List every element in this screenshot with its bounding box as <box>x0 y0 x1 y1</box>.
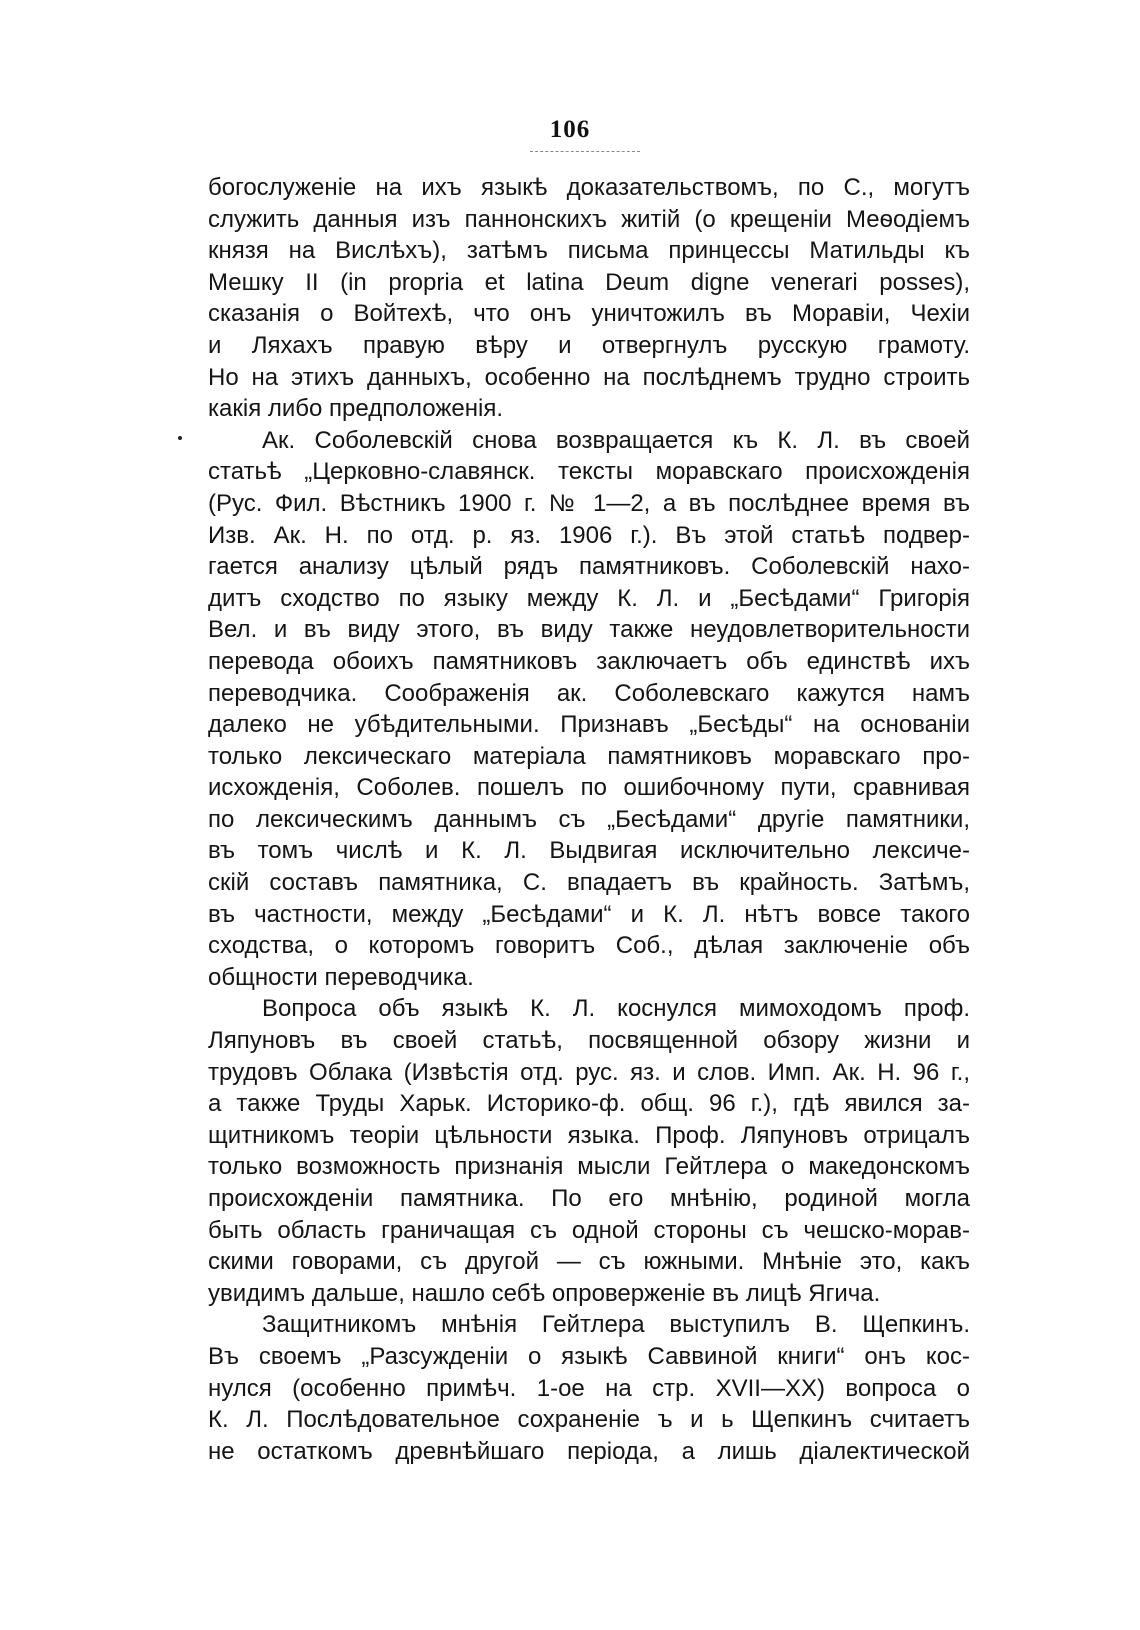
text-line: трудовъ Облака (Извѣстія отд. рус. яз. и слов. Имп. Ак. Н. 96 г., <box>208 1058 970 1086</box>
text-line: не остаткомъ древнѣйшаго періода, а лишь діалектической <box>208 1437 970 1465</box>
text-line: богослуженіе на ихъ языкѣ доказательствомъ, по С., могутъ <box>208 174 970 201</box>
text-line: далеко не убѣдительными. Признавъ „Бесѣды“ на основаніи <box>208 711 970 739</box>
text-line: дитъ сходство по языку между К. Л. и „Бесѣдами“ Григорія <box>208 584 970 612</box>
text-line: (Рус. Фил. Вѣстникъ 1900 г. № 1—2, а въ послѣднее время въ <box>208 489 970 517</box>
text-line: Но на этихъ данныхъ, особенно на послѣднемъ трудно строить <box>208 363 970 391</box>
margin-dot <box>178 436 182 440</box>
text-line: а также Труды Харьк. Историко-ф. общ. 96 г.), гдѣ явился за- <box>208 1090 970 1118</box>
text-line: какія либо предположенія. <box>208 395 504 423</box>
text-line: по лексическимъ даннымъ съ „Бесѣдами“ другіе памятники, <box>208 805 970 833</box>
text-line: и Ляхахъ правую вѣру и отвергнулъ русскую грамоту. <box>208 331 970 359</box>
page-number-rule <box>530 151 640 152</box>
text-line: нулся (особенно примѣч. 1-ое на стр. XVII—XX) вопроса о <box>208 1374 970 1402</box>
text-line: въ томъ числѣ и К. Л. Выдвигая исключительно лексиче- <box>208 837 970 865</box>
paragraph <box>208 993 970 1309</box>
text-line: Изв. Ак. Н. по отд. р. яз. 1906 г.). Въ этой статьѣ подвер- <box>208 521 970 549</box>
text-line: гается анализу цѣлый рядъ памятниковъ. Соболевскій нахо- <box>208 553 970 581</box>
text-line: щитникомъ теоріи цѣльности языка. Проф. Ляпуновъ отрицалъ <box>208 1121 970 1149</box>
text-line: увидимъ дальше, нашло себѣ опроверженіе въ лицѣ Ягича. <box>208 1279 881 1307</box>
body-text <box>208 172 970 1467</box>
text-line: скими говорами, съ другой — съ южными. Мнѣніе это, какъ <box>208 1248 970 1276</box>
paragraph <box>208 1309 970 1467</box>
paragraph <box>208 172 970 425</box>
text-line: Въ своемъ „Разсужденіи о языкѣ Саввиной книги“ онъ кос- <box>208 1342 970 1370</box>
text-line: Вопроса объ языкѣ К. Л. коснулся мимоходомъ проф. <box>262 995 970 1023</box>
text-line: происхожденіи памятника. По его мнѣнію, родиной могла <box>208 1185 970 1212</box>
text-line: переводчика. Соображенія ак. Соболевскаго кажутся намъ <box>208 679 970 707</box>
text-line: Мешку II (in propria et latina Deum digne venerari posses), <box>208 268 970 296</box>
text-line: быть область граничащая съ одной стороны съ чешско-морав- <box>208 1216 970 1244</box>
text-line: Ляпуновъ въ своей статьѣ, посвященной обзору жизни и <box>208 1027 970 1055</box>
page-number: 106 <box>549 116 591 143</box>
text-line: скій составъ памятника, С. впадаетъ въ крайность. Затѣмъ, <box>208 869 970 897</box>
text-line: служить данныя изъ паннонскихъ житій (о крещеніи Меѳодіемъ <box>208 205 970 233</box>
text-line: только возможность признанія мысли Гейтлера о македонскомъ <box>208 1153 970 1181</box>
text-line: сходства, о которомъ говоритъ Соб., дѣлая заключеніе объ <box>208 932 970 960</box>
text-line: К. Л. Послѣдовательное сохраненіе ъ и ь Щепкинъ считаетъ <box>208 1406 970 1434</box>
paragraph <box>208 425 970 994</box>
text-line: общности переводчика. <box>208 963 474 991</box>
text-line: князя на Вислѣхъ), затѣмъ письма принцессы Матильды къ <box>208 237 970 265</box>
text-line: Ак. Соболевскій снова возвращается къ К. Л. въ своей <box>262 426 970 454</box>
text-line: въ частности, между „Бесѣдами“ и К. Л. нѣтъ вовсе такого <box>208 900 970 928</box>
text-line: перевода обоихъ памятниковъ заключаетъ объ единствѣ ихъ <box>208 647 970 675</box>
text-line: сказанія о Войтехѣ, что онъ уничтожилъ въ Моравіи, Чехіи <box>208 300 970 328</box>
text-line: только лексическаго матеріала памятниковъ моравскаго про- <box>208 742 970 770</box>
text-line: исхожденія, Соболев. пошелъ по ошибочному пути, сравнивая <box>208 774 970 802</box>
text-line: Защитникомъ мнѣнія Гейтлера выступилъ В. Щепкинъ. <box>262 1311 970 1339</box>
text-line: Вел. и въ виду этого, въ виду также неудовлетворительности <box>208 616 970 644</box>
text-line: статьѣ „Церковно-славянск. тексты моравскаго происхожденія <box>208 458 970 486</box>
